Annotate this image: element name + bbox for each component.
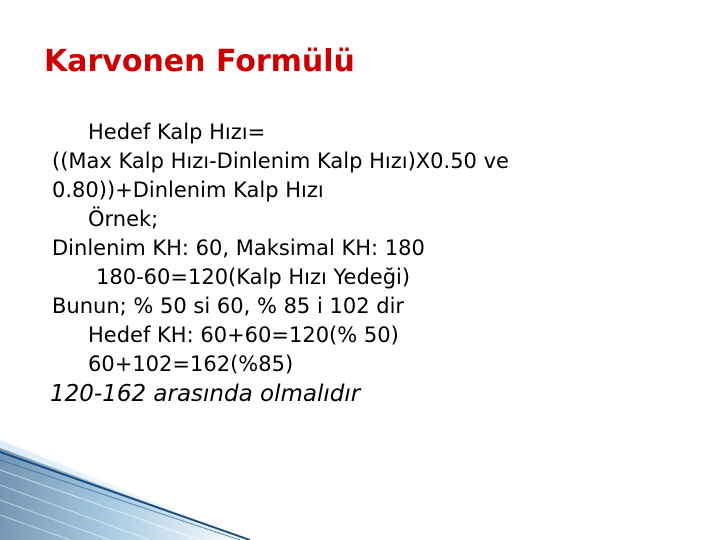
text-line-reserve: 180-60=120(Kalp Hızı Yedeği) — [96, 265, 411, 289]
text-line-percentages: Bunun; % 50 si 60, % 85 i 102 dir — [52, 294, 405, 318]
text-line-target-50: Hedef KH: 60+60=120(% 50) — [88, 323, 399, 347]
text-line-example: Örnek; — [88, 207, 159, 231]
text-line-formula-cont: 0.80))+Dinlenim Kalp Hızı — [52, 178, 324, 202]
slide-title: Karvonen Formülü — [44, 44, 355, 79]
text-line-target-hr: Hedef Kalp Hızı= — [88, 120, 266, 144]
corner-decoration — [0, 440, 250, 540]
text-line-conclusion: 120-162 arasında olmalıdır — [50, 381, 361, 407]
text-line-target-85: 60+102=162(%85) — [88, 352, 294, 376]
text-line-resting-max: Dinlenim KH: 60, Maksimal KH: 180 — [52, 236, 425, 260]
slide-body — [52, 118, 692, 409]
text-line-formula: ((Max Kalp Hızı-Dinlenim Kalp Hızı)X0.50 ve — [52, 149, 509, 173]
